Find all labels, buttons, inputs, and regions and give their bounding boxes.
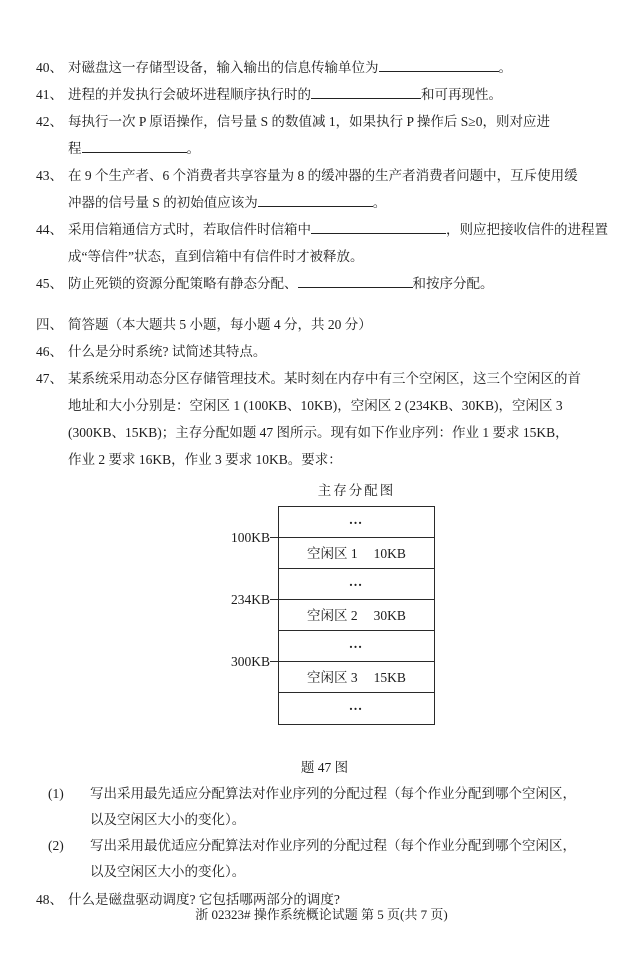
memory-row-free-area-3 (279, 662, 434, 693)
question-text: 什么是分时系统? 试简述其特点。 (68, 344, 267, 359)
free-area-size: 30KB (373, 607, 406, 623)
question-text (68, 162, 613, 216)
question-text-segment: 进程的并发执行会破坏进程顺序执行时的 (68, 87, 311, 102)
question-line: 写出采用最先适应分配算法对作业序列的分配过程（每个作业分配到哪个空闲区， (90, 786, 576, 801)
question-number: 48、 (36, 892, 63, 907)
question-line (68, 216, 613, 243)
question-line: 每执行一次 P 原语操作，信号量 S 的数值减 1，如果执行 P 操作后 S≥0，则对应进 (68, 114, 550, 129)
section-number: 四、 (36, 317, 63, 332)
fill-in-blank (379, 61, 499, 72)
subitem-text (90, 781, 613, 833)
section-4-heading (36, 311, 613, 338)
free-area-name: 空闲区 1 (307, 545, 358, 561)
subitem-number: (1) (48, 786, 64, 801)
fill-in-blank (258, 196, 373, 207)
free-area-size: 15KB (373, 669, 406, 685)
question-text: 什么是磁盘驱动调度? 它包括哪两部分的调度? (68, 892, 340, 907)
question-41 (36, 81, 613, 108)
question-number: 43、 (36, 168, 63, 183)
address-label-100kb: 100KB (230, 530, 270, 545)
question-text (68, 108, 613, 162)
free-area-name: 空闲区 3 (307, 669, 358, 685)
ellipsis: … (348, 573, 365, 589)
memory-row-dots (279, 631, 434, 662)
ellipsis: … (348, 511, 365, 527)
ellipsis: … (348, 635, 365, 651)
question-line: 成“等信件”状态，直到信箱中有信件时才被释放。 (68, 249, 364, 264)
question-line (68, 135, 613, 162)
memory-row-dots (279, 569, 434, 600)
free-area-name: 空闲区 2 (307, 607, 358, 623)
question-text-segment: 和可再现性。 (421, 87, 502, 102)
question-number: 44、 (36, 222, 63, 237)
subitem-number: (2) (48, 838, 64, 853)
question-number: 47、 (36, 371, 63, 386)
memory-map-box (278, 506, 435, 725)
memory-row-dots (279, 507, 434, 538)
question-line: 以及空闲区大小的变化）。 (90, 864, 246, 879)
question-text-segment: 。 (186, 141, 200, 156)
question-40 (36, 54, 613, 81)
question-line: 地址和大小分别是：空闲区 1 (100KB、10KB)，空闲区 2 (234KB、30KB)，空闲区 3 (68, 398, 563, 413)
address-label-234kb: 234KB (230, 592, 270, 607)
address-tick (270, 537, 279, 538)
question-number: 40、 (36, 60, 63, 75)
subitem-text (90, 833, 613, 885)
question-line: 某系统采用动态分区存储管理技术。某时刻在内存中有三个空闲区，这三个空闲区的首 (68, 371, 581, 386)
question-text-segment: 采用信箱通信方式时，若取信件时信箱中 (68, 222, 311, 237)
question-text (68, 270, 613, 297)
question-46 (36, 338, 613, 365)
address-tick (270, 599, 279, 600)
question-number: 42、 (36, 114, 63, 129)
page-footer: 浙 02323# 操作系统概论试题 第 5 页(共 7 页) (195, 907, 448, 922)
question-text-segment: 对磁盘这一存储型设备，输入输出的信息传输单位为 (68, 60, 379, 75)
free-area-size: 10KB (373, 545, 406, 561)
question-number: 45、 (36, 276, 63, 291)
question-text (68, 54, 613, 81)
memory-row-dots (279, 693, 434, 724)
question-number: 46、 (36, 344, 63, 359)
question-line: 在 9 个生产者、6 个消费者共享容量为 8 的缓冲器的生产者消费者问题中，互斥使用缓 (68, 168, 578, 183)
question-line: 写出采用最优适应分配算法对作业序列的分配过程（每个作业分配到哪个空闲区， (90, 838, 576, 853)
question-44 (36, 216, 613, 270)
question-text-segment: 。 (498, 60, 512, 75)
address-tick (270, 661, 279, 662)
question-47 (36, 365, 613, 473)
question-text-segment: 。 (372, 195, 387, 210)
fill-in-blank (298, 277, 413, 288)
question-text (68, 365, 613, 473)
fill-in-blank (311, 88, 421, 99)
fill-in-blank (311, 223, 446, 234)
question-line (68, 189, 613, 216)
fill-in-blank (82, 142, 187, 153)
question-47-subitem-2 (36, 833, 613, 885)
question-text-segment: 程 (68, 141, 82, 156)
question-text (68, 216, 613, 270)
question-42 (36, 108, 613, 162)
memory-row-free-area-1 (279, 538, 434, 569)
question-number: 41、 (36, 87, 63, 102)
question-text-segment: 和按序分配。 (412, 276, 494, 291)
figure-title: 主存分配图 (317, 483, 396, 498)
figure-caption: 题 47 图 (300, 760, 349, 775)
ellipsis: … (348, 698, 365, 713)
question-line: 作业 2 要求 16KB，作业 3 要求 10KB。要求： (68, 452, 342, 467)
section-title: 简答题（本大题共 5 小题，每小题 4 分，共 20 分） (68, 317, 372, 332)
question-text-segment: 防止死锁的资源分配策略有静态分配、 (68, 276, 298, 291)
question-45 (36, 270, 613, 297)
question-line: (300KB、15KB)；主存分配如题 47 图所示。现有如下作业序列：作业 1 要求 15KB， (68, 425, 569, 440)
memory-allocation-figure (36, 477, 613, 727)
memory-row-free-area-2 (279, 600, 434, 631)
question-text-segment: ，则应把接收信件的进程置 (446, 222, 608, 237)
question-47-subitem-1 (36, 781, 613, 833)
question-text (68, 81, 613, 108)
question-text-segment: 冲器的信号量 S 的初始值应该为 (68, 195, 258, 210)
question-line: 以及空闲区大小的变化）。 (90, 812, 246, 827)
question-43 (36, 162, 613, 216)
address-label-300kb: 300KB (230, 654, 270, 669)
